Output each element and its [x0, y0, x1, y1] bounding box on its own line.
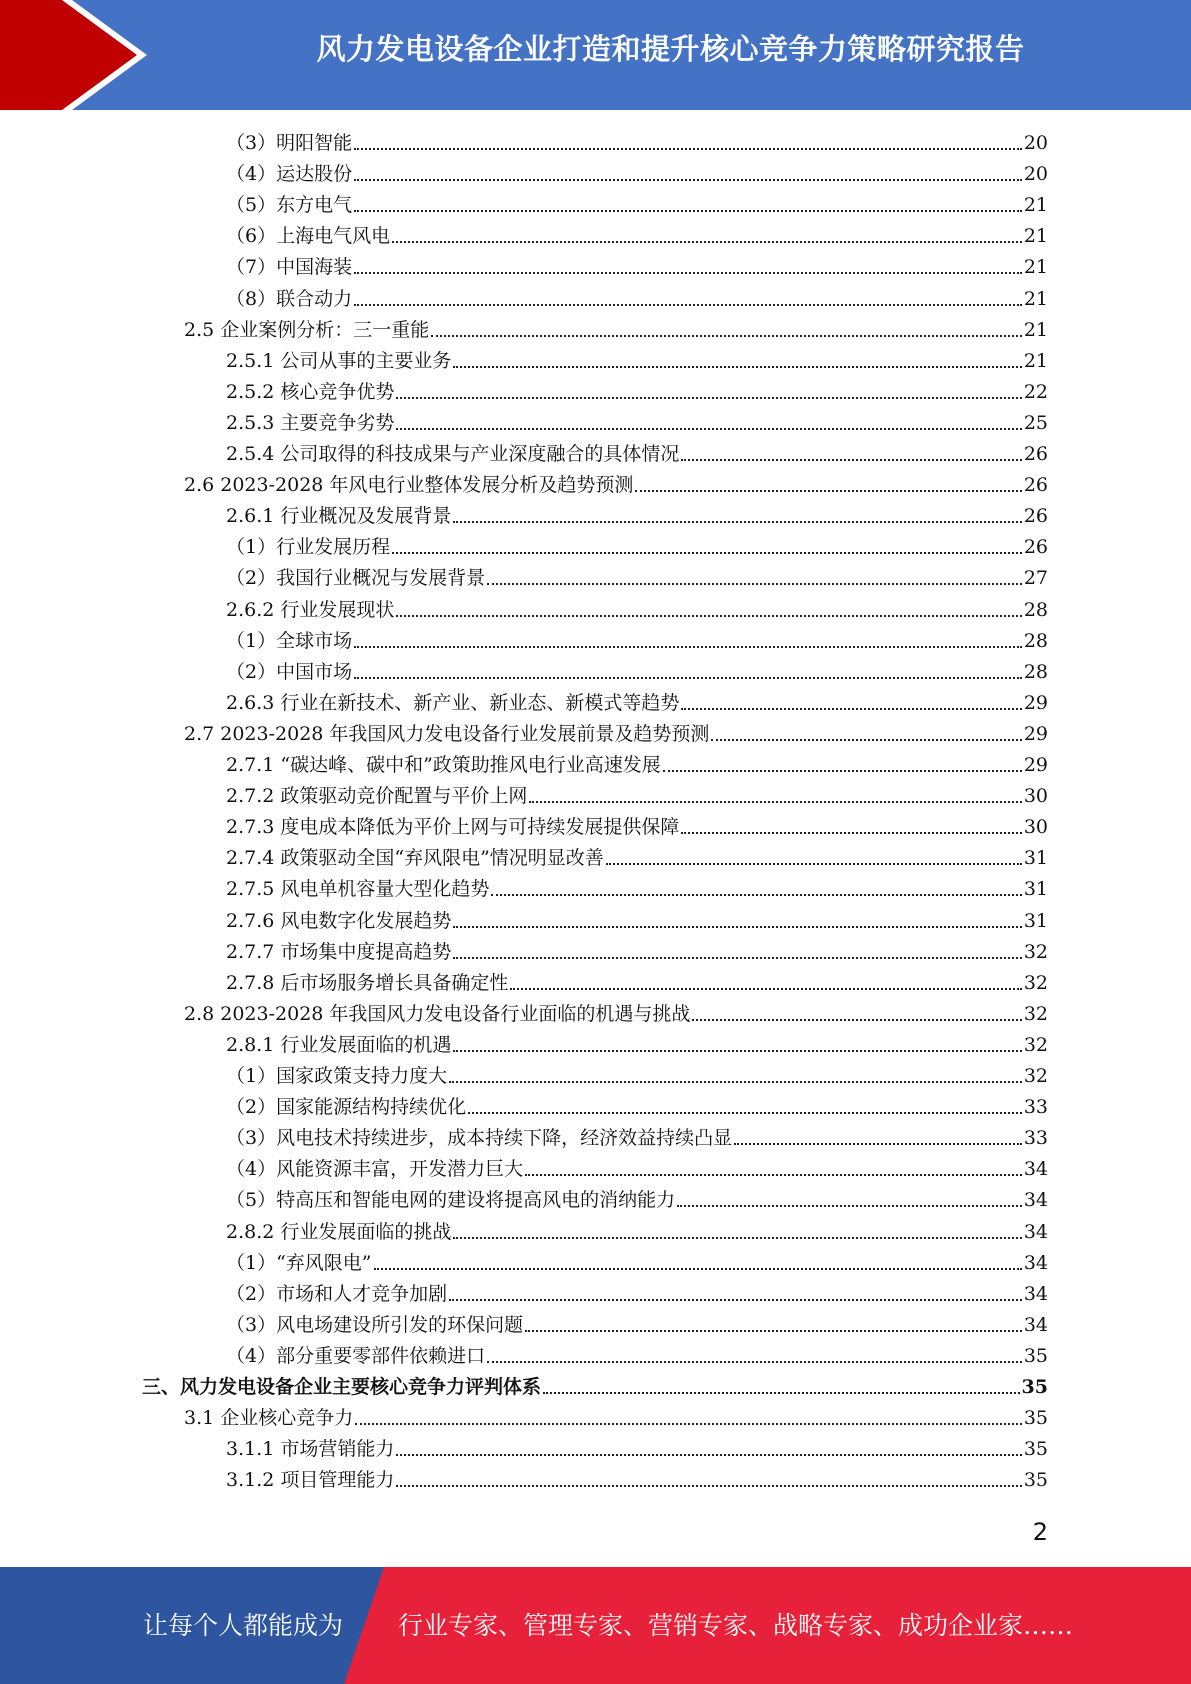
toc-dot-leader [396, 397, 1021, 399]
toc-entry-page: 31 [1023, 909, 1048, 932]
toc-dot-leader [453, 366, 1021, 368]
toc-entry[interactable] [226, 1123, 1048, 1154]
toc-dot-leader [663, 770, 1022, 772]
toc-entry-title: （2）中国市场 [226, 660, 353, 683]
toc-dot-leader [491, 894, 1021, 896]
toc-entry-title: 2.7 2023-2028 年我国风力发电设备行业发展前景及趋势预测 [184, 722, 710, 745]
toc-dot-leader [392, 241, 1022, 243]
toc-entry[interactable] [226, 843, 1048, 874]
toc-dot-leader [734, 1143, 1022, 1145]
toc-entry-title: 2.5.3 主要竞争劣势 [226, 411, 395, 434]
toc-entry[interactable] [184, 1403, 1048, 1434]
toc-entry-title: （2）我国行业概况与发展背景 [226, 567, 486, 590]
toc-entry-title: 2.6.1 行业概况及发展背景 [226, 505, 452, 528]
toc-dot-leader [374, 1268, 1022, 1270]
toc-entry[interactable] [226, 408, 1048, 439]
toc-entry[interactable] [226, 1092, 1048, 1123]
toc-dot-leader [681, 708, 1021, 710]
toc-entry-title: （5）东方电气 [226, 194, 353, 217]
toc-entry-title: 2.7.4 政策驱动全国“弃风限电”情况明显改善 [226, 847, 604, 870]
toc-entry-title: 2.5.4 公司取得的科技成果与产业深度融合的具体情况 [226, 443, 680, 465]
toc-entry-title: 2.8.2 行业发展面临的挑战 [226, 1220, 452, 1243]
toc-entry-page: 20 [1023, 163, 1048, 186]
toc-entry-title: （1）行业发展历程 [226, 536, 391, 559]
toc-dot-leader [525, 1174, 1022, 1176]
toc-entry-title: 2.7.8 后市场服务增长具备确定性 [226, 971, 509, 994]
toc-entry-title: （5）特高压和智能电网的建设将提高风电的消纳能力 [226, 1189, 676, 1212]
toc-entry-title: 2.8 2023-2028 年我国风力发电设备行业面临的机遇与挑战 [184, 1002, 691, 1025]
toc-entry[interactable] [226, 284, 1048, 315]
toc-entry[interactable] [226, 1154, 1048, 1185]
toc-entry-page: 28 [1023, 598, 1048, 621]
toc-entry-page: 29 [1023, 722, 1048, 745]
toc-entry[interactable] [226, 688, 1048, 719]
toc-entry-page: 21 [1023, 194, 1048, 217]
toc-dot-leader [354, 646, 1022, 648]
toc-entry[interactable] [226, 1279, 1048, 1310]
toc-entry-title: （6）上海电气风电 [226, 225, 391, 248]
page-number: 2 [1032, 1518, 1048, 1546]
toc-dot-leader [392, 552, 1022, 554]
toc-dot-leader [681, 459, 1021, 461]
page-footer [0, 1567, 1191, 1684]
toc-entry-title: 2.7.7 市场集中度提高趋势 [226, 940, 452, 963]
toc-entry-title: 2.7.2 政策驱动竞价配置与平价上网 [226, 785, 528, 808]
toc-entry[interactable] [226, 1434, 1048, 1465]
toc-entry-page: 26 [1023, 536, 1048, 559]
toc-entry-page: 34 [1023, 1313, 1048, 1336]
toc-dot-leader [354, 179, 1022, 181]
toc-dot-leader [543, 1392, 1020, 1394]
toc-entry-title: （1）国家政策支持力度大 [226, 1065, 448, 1087]
toc-entry-page: 34 [1023, 1282, 1048, 1305]
toc-entry[interactable] [226, 159, 1048, 190]
toc-entry[interactable] [226, 1217, 1048, 1248]
toc-entry[interactable] [226, 346, 1048, 377]
toc-entry-page: 35 [1023, 1407, 1048, 1430]
toc-entry[interactable] [226, 626, 1048, 657]
toc-entry-page: 32 [1023, 940, 1048, 963]
report-title: 风力发电设备企业打造和提升核心竞争力策略研究报告 [316, 32, 1025, 66]
toc-entry-page: 35 [1023, 1438, 1048, 1461]
footer-slogan-right: 行业专家、管理专家、营销专家、战略专家、成功企业家…… [398, 1611, 1074, 1640]
toc-dot-leader [606, 863, 1022, 865]
toc-entry-page: 26 [1023, 505, 1048, 528]
toc-entry-page: 35 [1023, 1344, 1048, 1367]
toc-entry-title: 2.5 企业案例分析：三一重能 [184, 318, 430, 341]
toc-entry-page: 29 [1023, 691, 1048, 714]
toc-entry-page: 31 [1023, 878, 1048, 901]
toc-dot-leader [510, 988, 1021, 990]
toc-entry[interactable] [226, 190, 1048, 221]
toc-entry-title: （4）部分重要零部件依赖进口 [226, 1344, 486, 1367]
toc-entry-title: 三、风力发电设备企业主要核心竞争力评判体系 [142, 1376, 542, 1398]
toc-entry[interactable] [184, 470, 1048, 501]
toc-entry[interactable] [226, 657, 1048, 688]
toc-entry-title: 3.1 企业核心竞争力 [184, 1407, 354, 1430]
toc-entry[interactable] [226, 221, 1048, 252]
toc-entry-page: 21 [1023, 256, 1048, 279]
toc-entry[interactable] [226, 439, 1048, 470]
toc-dot-leader [635, 490, 1021, 492]
toc-entry-page: 34 [1023, 1189, 1048, 1212]
toc-dot-leader [487, 1361, 1022, 1363]
toc-entry-title: 2.5.1 公司从事的主要业务 [226, 349, 452, 372]
toc-entry-page: 34 [1023, 1251, 1048, 1274]
toc-entry[interactable] [226, 874, 1048, 905]
toc-entry-title: 3.1.1 市场营销能力 [226, 1438, 395, 1461]
toc-entry[interactable] [226, 1465, 1048, 1496]
toc-entry-page: 29 [1023, 754, 1048, 776]
toc-dot-leader [396, 615, 1021, 617]
toc-entry[interactable] [142, 1372, 1048, 1403]
toc-entry[interactable] [226, 937, 1048, 968]
toc-dot-leader [453, 957, 1021, 959]
toc-dot-leader [525, 1330, 1022, 1332]
toc-entry-title: （1）全球市场 [226, 629, 353, 652]
toc-entry[interactable] [226, 1030, 1048, 1061]
toc-entry-page: 21 [1023, 287, 1048, 310]
toc-entry[interactable] [226, 1061, 1048, 1092]
toc-entry-page: 22 [1023, 380, 1048, 403]
toc-entry[interactable] [226, 1185, 1048, 1216]
toc-dot-leader [453, 521, 1021, 523]
toc-dot-leader [431, 335, 1022, 337]
toc-entry-page: 28 [1023, 629, 1048, 652]
toc-entry-page: 30 [1023, 785, 1048, 808]
toc-dot-leader [355, 1423, 1022, 1425]
toc-entry[interactable] [184, 315, 1048, 346]
toc-entry[interactable] [226, 1248, 1048, 1279]
footer-slogan-left: 让每个人都能成为 [143, 1611, 344, 1640]
toc-entry-page: 28 [1023, 660, 1048, 683]
toc-entry-title: 2.5.2 核心竞争优势 [226, 380, 395, 403]
toc-entry-page: 32 [1023, 1065, 1048, 1087]
toc-entry-page: 26 [1023, 474, 1048, 497]
toc-dot-leader [449, 1299, 1022, 1301]
toc-entry-page: 32 [1023, 1033, 1048, 1056]
toc-entry[interactable] [226, 1310, 1048, 1341]
toc-entry-title: （4）风能资源丰富，开发潜力巨大 [226, 1158, 524, 1181]
toc-dot-leader [354, 304, 1022, 306]
toc-entry[interactable] [226, 968, 1048, 999]
toc-entry-title: （2）国家能源结构持续优化 [226, 1096, 467, 1119]
toc-dot-leader [681, 832, 1021, 834]
toc-entry-page: 21 [1023, 349, 1048, 372]
toc-entry-title: （3）明阳智能 [226, 132, 353, 154]
toc-entry-page: 34 [1023, 1220, 1048, 1243]
toc-entry-page: 35 [1023, 1469, 1048, 1492]
toc-entry-page: 33 [1023, 1127, 1048, 1150]
toc-entry-title: （1）“弃风限电” [226, 1251, 372, 1274]
toc-entry[interactable] [226, 501, 1048, 532]
toc-dot-leader [453, 926, 1021, 928]
toc-entry-title: （3）风电场建设所引发的环保问题 [226, 1313, 524, 1336]
toc-entry-title: 2.7.6 风电数字化发展趋势 [226, 909, 452, 932]
toc-entry[interactable] [226, 377, 1048, 408]
toc-dot-leader [468, 1112, 1022, 1114]
toc-entry-title: 2.6 2023-2028 年风电行业整体发展分析及趋势预测 [184, 474, 634, 497]
toc-dot-leader [692, 1019, 1021, 1021]
toc-entry-page: 35 [1021, 1376, 1048, 1398]
page-header [0, 0, 1191, 110]
toc-dot-leader [529, 801, 1021, 803]
toc-entry-title: （2）市场和人才竞争加剧 [226, 1282, 448, 1305]
toc-dot-leader [677, 1205, 1022, 1207]
toc-entry-page: 21 [1023, 225, 1048, 248]
toc-entry[interactable] [184, 999, 1048, 1030]
toc-entry[interactable] [226, 563, 1048, 594]
toc-entry[interactable] [226, 750, 1048, 781]
toc-entry[interactable] [184, 719, 1048, 750]
toc-entry-title: 2.6.2 行业发展现状 [226, 598, 395, 621]
toc-entry-page: 32 [1023, 971, 1048, 994]
toc-dot-leader [354, 210, 1022, 212]
toc-dot-leader [453, 1050, 1021, 1052]
toc-entry[interactable] [226, 252, 1048, 283]
toc-entry[interactable] [226, 595, 1048, 626]
toc-entry[interactable] [226, 812, 1048, 843]
toc-entry-title: 2.7.5 风电单机容量大型化趋势 [226, 878, 490, 901]
toc-entry[interactable] [226, 781, 1048, 812]
toc-entry[interactable] [226, 906, 1048, 937]
toc-dot-leader [396, 1454, 1021, 1456]
toc-entry-title: （7）中国海装 [226, 256, 353, 279]
toc-entry-title: （4）运达股份 [226, 163, 353, 186]
toc-dot-leader [396, 428, 1021, 430]
toc-entry-title: （8）联合动力 [226, 287, 353, 310]
toc-dot-leader [354, 272, 1022, 274]
toc-entry-title: 3.1.2 项目管理能力 [226, 1469, 395, 1492]
toc-entry-page: 33 [1023, 1096, 1048, 1119]
toc-entry-page: 26 [1023, 443, 1048, 465]
toc-entry[interactable] [226, 532, 1048, 563]
toc-entry-title: （3）风电技术持续进步，成本持续下降，经济效益持续凸显 [226, 1127, 733, 1150]
toc-entry-page: 21 [1023, 318, 1048, 341]
toc-dot-leader [354, 677, 1022, 679]
toc-entry-page: 25 [1023, 411, 1048, 434]
toc-dot-leader [487, 583, 1022, 585]
toc-entry-page: 30 [1023, 816, 1048, 839]
toc-entry-page: 34 [1023, 1158, 1048, 1181]
toc-entry[interactable] [226, 1341, 1048, 1372]
toc-dot-leader [449, 1081, 1022, 1083]
toc-entry-page: 27 [1023, 567, 1048, 590]
toc-entry-title: 2.7.3 度电成本降低为平价上网与可持续发展提供保障 [226, 816, 680, 839]
toc-dot-leader [396, 1485, 1021, 1487]
toc-entry-page: 32 [1023, 1002, 1048, 1025]
toc-dot-leader [453, 1237, 1021, 1239]
toc-entry[interactable] [226, 128, 1048, 159]
toc-dot-leader [354, 148, 1022, 150]
toc-entry-title: 2.7.1 “碳达峰、碳中和”政策助推风电行业高速发展 [226, 754, 661, 776]
toc-entry-title: 2.6.3 行业在新技术、新产业、新业态、新模式等趋势 [226, 691, 680, 714]
toc-entry-page: 31 [1023, 847, 1048, 870]
toc-entry-title: 2.8.1 行业发展面临的机遇 [226, 1033, 452, 1056]
toc-entry-page: 20 [1023, 132, 1048, 154]
toc-dot-leader [711, 739, 1021, 741]
